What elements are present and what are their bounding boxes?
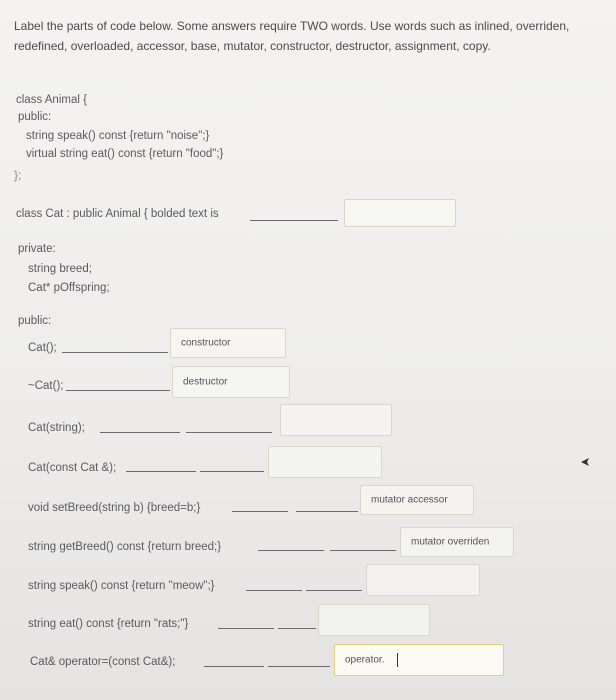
answer-line bbox=[218, 628, 274, 629]
answer-line bbox=[100, 432, 180, 433]
member-code: Cat(); bbox=[28, 342, 57, 354]
answer-line bbox=[186, 432, 272, 433]
answer-box[interactable] bbox=[318, 604, 430, 636]
answer-value: operator. bbox=[345, 654, 385, 666]
animal-class-close: }; bbox=[14, 168, 22, 182]
answer-line bbox=[66, 390, 170, 391]
answer-line bbox=[268, 666, 330, 667]
answer-line bbox=[126, 471, 196, 472]
answer-box[interactable] bbox=[360, 485, 474, 515]
answer-box[interactable] bbox=[172, 366, 290, 398]
text-cursor bbox=[397, 653, 398, 667]
answer-line bbox=[330, 550, 396, 551]
answer-box[interactable] bbox=[366, 564, 480, 596]
animal-class-header: class Animal { bbox=[16, 94, 87, 106]
member-code: Cat& operator=(const Cat&); bbox=[30, 656, 176, 668]
answer-value: destructor bbox=[183, 376, 228, 388]
answer-value: constructor bbox=[181, 337, 231, 349]
answer-line bbox=[296, 511, 358, 512]
answer-box[interactable] bbox=[170, 328, 286, 358]
answer-value: mutator accessor bbox=[371, 494, 448, 506]
answer-box-header[interactable] bbox=[344, 199, 456, 227]
member-code: Cat(const Cat &); bbox=[28, 462, 117, 474]
private-breed-code: string breed; bbox=[28, 263, 92, 275]
answer-line bbox=[62, 352, 168, 353]
animal-eat-code: virtual string eat() const {return "food";} bbox=[26, 148, 224, 160]
member-code: string eat() const {return "rats;"} bbox=[28, 618, 189, 630]
animal-public-label: public: bbox=[18, 111, 52, 123]
answer-line bbox=[306, 590, 362, 591]
animal-speak-code: string speak() const {return "noise";} bbox=[26, 130, 210, 142]
member-code: Cat(string); bbox=[28, 422, 85, 434]
answer-line bbox=[250, 220, 338, 221]
answer-line bbox=[200, 471, 264, 472]
cat-class-header: class Cat : public Animal { bolded text is bbox=[16, 208, 219, 220]
answer-line bbox=[246, 590, 302, 591]
member-code: void setBreed(string b) {breed=b;} bbox=[28, 502, 201, 514]
answer-line bbox=[204, 666, 264, 667]
cursor-arrow-icon bbox=[580, 456, 592, 468]
instructions: Label the parts of code below. Some answers require TWO words. Use words such as inlined, overriden, redefined, overloaded, accessor, base, mutator, constructor, destructor, assignment, copy. bbox=[14, 19, 570, 53]
private-label: private: bbox=[18, 243, 56, 255]
answer-value: mutator overriden bbox=[411, 536, 490, 548]
private-offspring-code: Cat* pOffspring; bbox=[28, 282, 110, 294]
public-label: public: bbox=[18, 315, 52, 327]
member-code: ~Cat(); bbox=[28, 380, 64, 392]
member-code: string speak() const {return "meow";} bbox=[28, 580, 215, 592]
member-code: string getBreed() const {return breed;} bbox=[28, 541, 222, 553]
answer-box[interactable] bbox=[268, 446, 382, 478]
answer-line bbox=[258, 550, 324, 551]
answer-line bbox=[232, 511, 288, 512]
answer-box[interactable] bbox=[280, 404, 392, 436]
answer-box-active[interactable] bbox=[334, 644, 504, 676]
answer-box[interactable] bbox=[400, 527, 514, 557]
answer-line bbox=[278, 628, 316, 629]
